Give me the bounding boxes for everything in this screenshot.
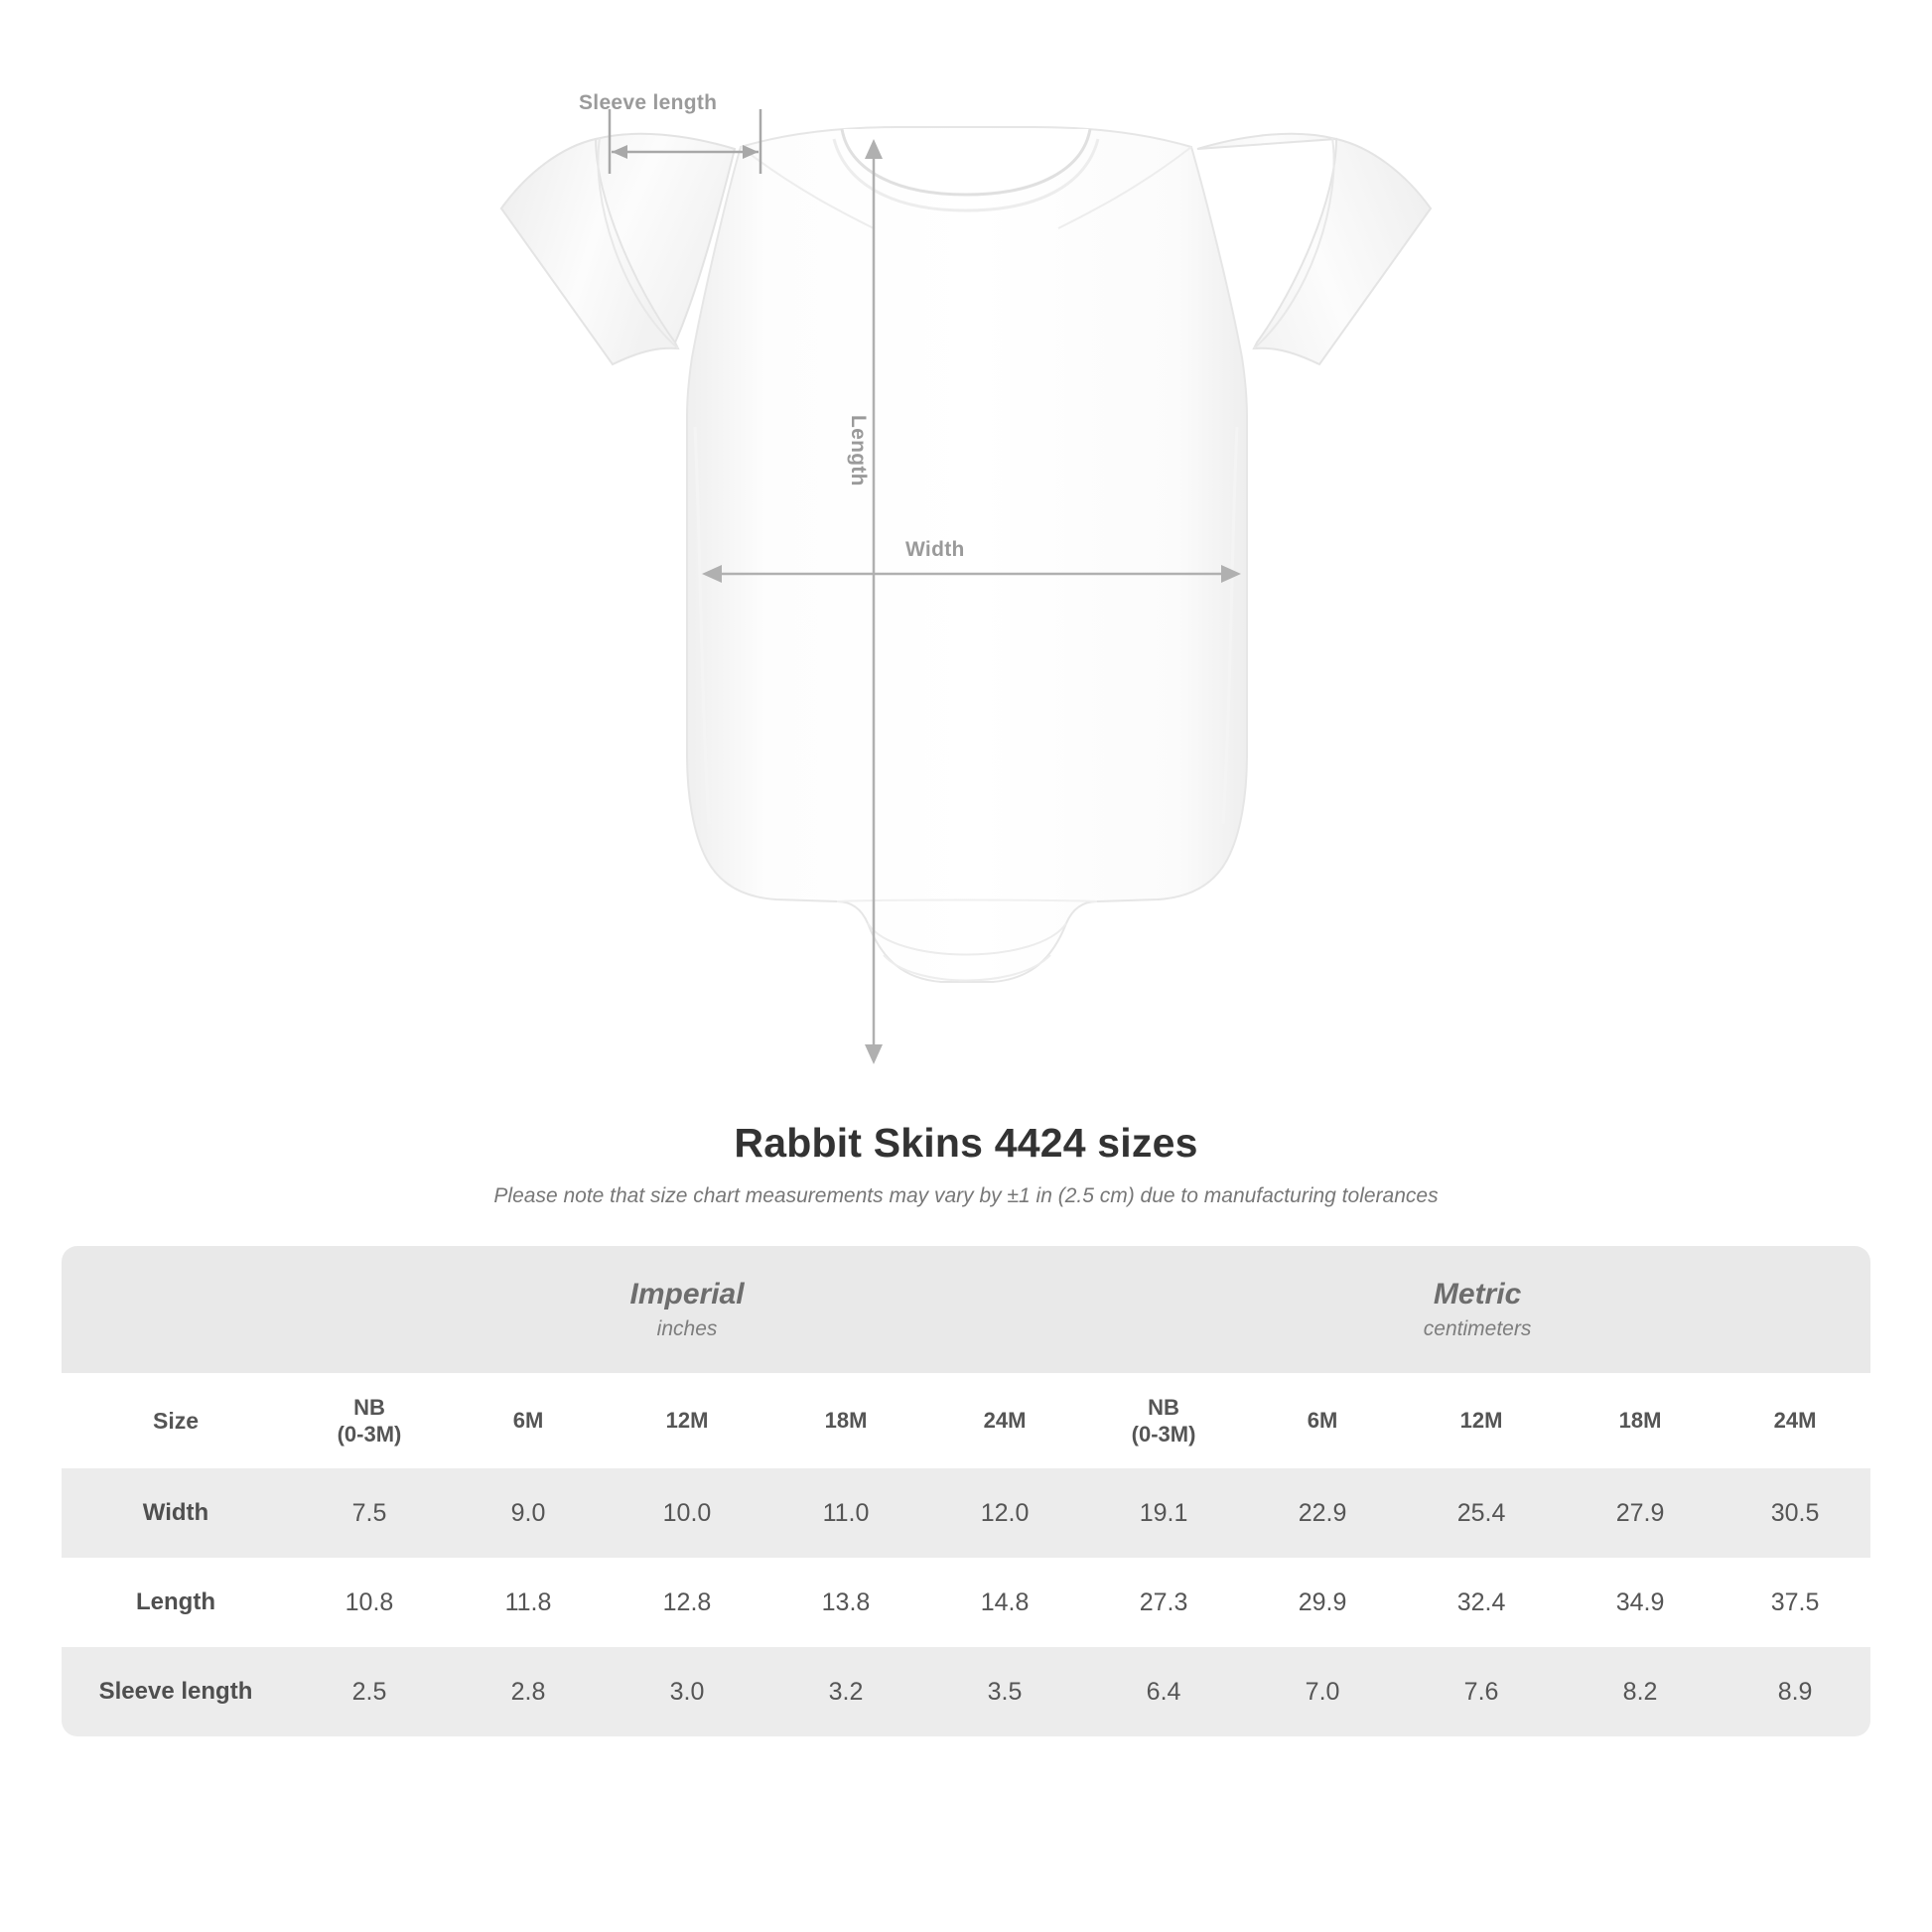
sleeve-length-label: Sleeve length [579, 91, 718, 114]
unit-header-metric [1084, 1246, 1870, 1373]
imperial-unit-label: inches [656, 1317, 718, 1341]
table-row [62, 1468, 1870, 1558]
tolerance-note: Please note that size chart measurements may vary by ±1 in (2.5 cm) due to manufacturing tolerances [493, 1184, 1439, 1207]
cell-width-imperial-6m: 9.0 [449, 1468, 608, 1558]
size-column-header: Size [62, 1373, 290, 1468]
column-header-imperial-18m: 18M [766, 1373, 925, 1468]
unit-header-row [62, 1246, 1870, 1373]
col-sub: (0-3M) [1131, 1422, 1196, 1447]
cell-length-metric-18m: 34.9 [1561, 1558, 1720, 1647]
cell-length-imperial-nb: 10.8 [290, 1558, 449, 1647]
cell-width-imperial-24m: 12.0 [925, 1468, 1084, 1558]
metric-system-label: Metric [1433, 1277, 1522, 1311]
table-row [62, 1647, 1870, 1736]
page-title: Rabbit Skins 4424 sizes [734, 1120, 1198, 1166]
imperial-system-label: Imperial [629, 1277, 745, 1311]
cell-width-imperial-nb: 7.5 [290, 1468, 449, 1558]
title-block [0, 1120, 1932, 1208]
cell-sleeve-metric-12m: 7.6 [1402, 1647, 1561, 1736]
table-row [62, 1558, 1870, 1647]
size-table [62, 1246, 1870, 1736]
cell-sleeve-imperial-12m: 3.0 [608, 1647, 766, 1736]
column-header-metric-nb [1084, 1373, 1243, 1468]
cell-length-imperial-18m: 13.8 [766, 1558, 925, 1647]
column-header-metric-12m: 12M [1402, 1373, 1561, 1468]
cell-sleeve-imperial-24m: 3.5 [925, 1647, 1084, 1736]
column-header-imperial-24m: 24M [925, 1373, 1084, 1468]
cell-length-imperial-6m: 11.8 [449, 1558, 608, 1647]
column-header-metric-18m: 18M [1561, 1373, 1720, 1468]
size-table-wrapper [62, 1246, 1870, 1736]
row-label-width: Width [62, 1468, 290, 1558]
col-main: NB [1148, 1394, 1179, 1420]
column-header-metric-24m: 24M [1720, 1373, 1870, 1468]
cell-sleeve-imperial-6m: 2.8 [449, 1647, 608, 1736]
unit-header-imperial [290, 1246, 1084, 1373]
column-header-metric-6m: 6M [1243, 1373, 1402, 1468]
cell-sleeve-metric-6m: 7.0 [1243, 1647, 1402, 1736]
cell-sleeve-metric-24m: 8.9 [1720, 1647, 1870, 1736]
cell-length-metric-12m: 32.4 [1402, 1558, 1561, 1647]
cell-length-metric-6m: 29.9 [1243, 1558, 1402, 1647]
cell-width-metric-18m: 27.9 [1561, 1468, 1720, 1558]
row-label-sleeve-length: Sleeve length [62, 1647, 290, 1736]
unit-header-blank [62, 1246, 290, 1373]
row-label-length: Length [62, 1558, 290, 1647]
metric-unit-label: centimeters [1423, 1317, 1532, 1341]
cell-length-imperial-24m: 14.8 [925, 1558, 1084, 1647]
cell-sleeve-imperial-18m: 3.2 [766, 1647, 925, 1736]
cell-width-metric-24m: 30.5 [1720, 1468, 1870, 1558]
cell-length-imperial-12m: 12.8 [608, 1558, 766, 1647]
cell-width-metric-12m: 25.4 [1402, 1468, 1561, 1558]
cell-sleeve-metric-18m: 8.2 [1561, 1647, 1720, 1736]
cell-length-metric-nb: 27.3 [1084, 1558, 1243, 1647]
col-main: NB [353, 1394, 385, 1420]
column-header-row [62, 1373, 1870, 1468]
width-label: Width [905, 538, 965, 561]
length-label: Length [847, 415, 870, 486]
cell-sleeve-metric-nb: 6.4 [1084, 1647, 1243, 1736]
col-sub: (0-3M) [337, 1422, 402, 1447]
column-header-imperial-nb [290, 1373, 449, 1468]
cell-length-metric-24m: 37.5 [1720, 1558, 1870, 1647]
column-header-imperial-6m: 6M [449, 1373, 608, 1468]
cell-width-metric-6m: 22.9 [1243, 1468, 1402, 1558]
cell-width-imperial-18m: 11.0 [766, 1468, 925, 1558]
cell-width-metric-nb: 19.1 [1084, 1468, 1243, 1558]
cell-width-imperial-12m: 10.0 [608, 1468, 766, 1558]
column-header-imperial-12m: 12M [608, 1373, 766, 1468]
cell-sleeve-imperial-nb: 2.5 [290, 1647, 449, 1736]
